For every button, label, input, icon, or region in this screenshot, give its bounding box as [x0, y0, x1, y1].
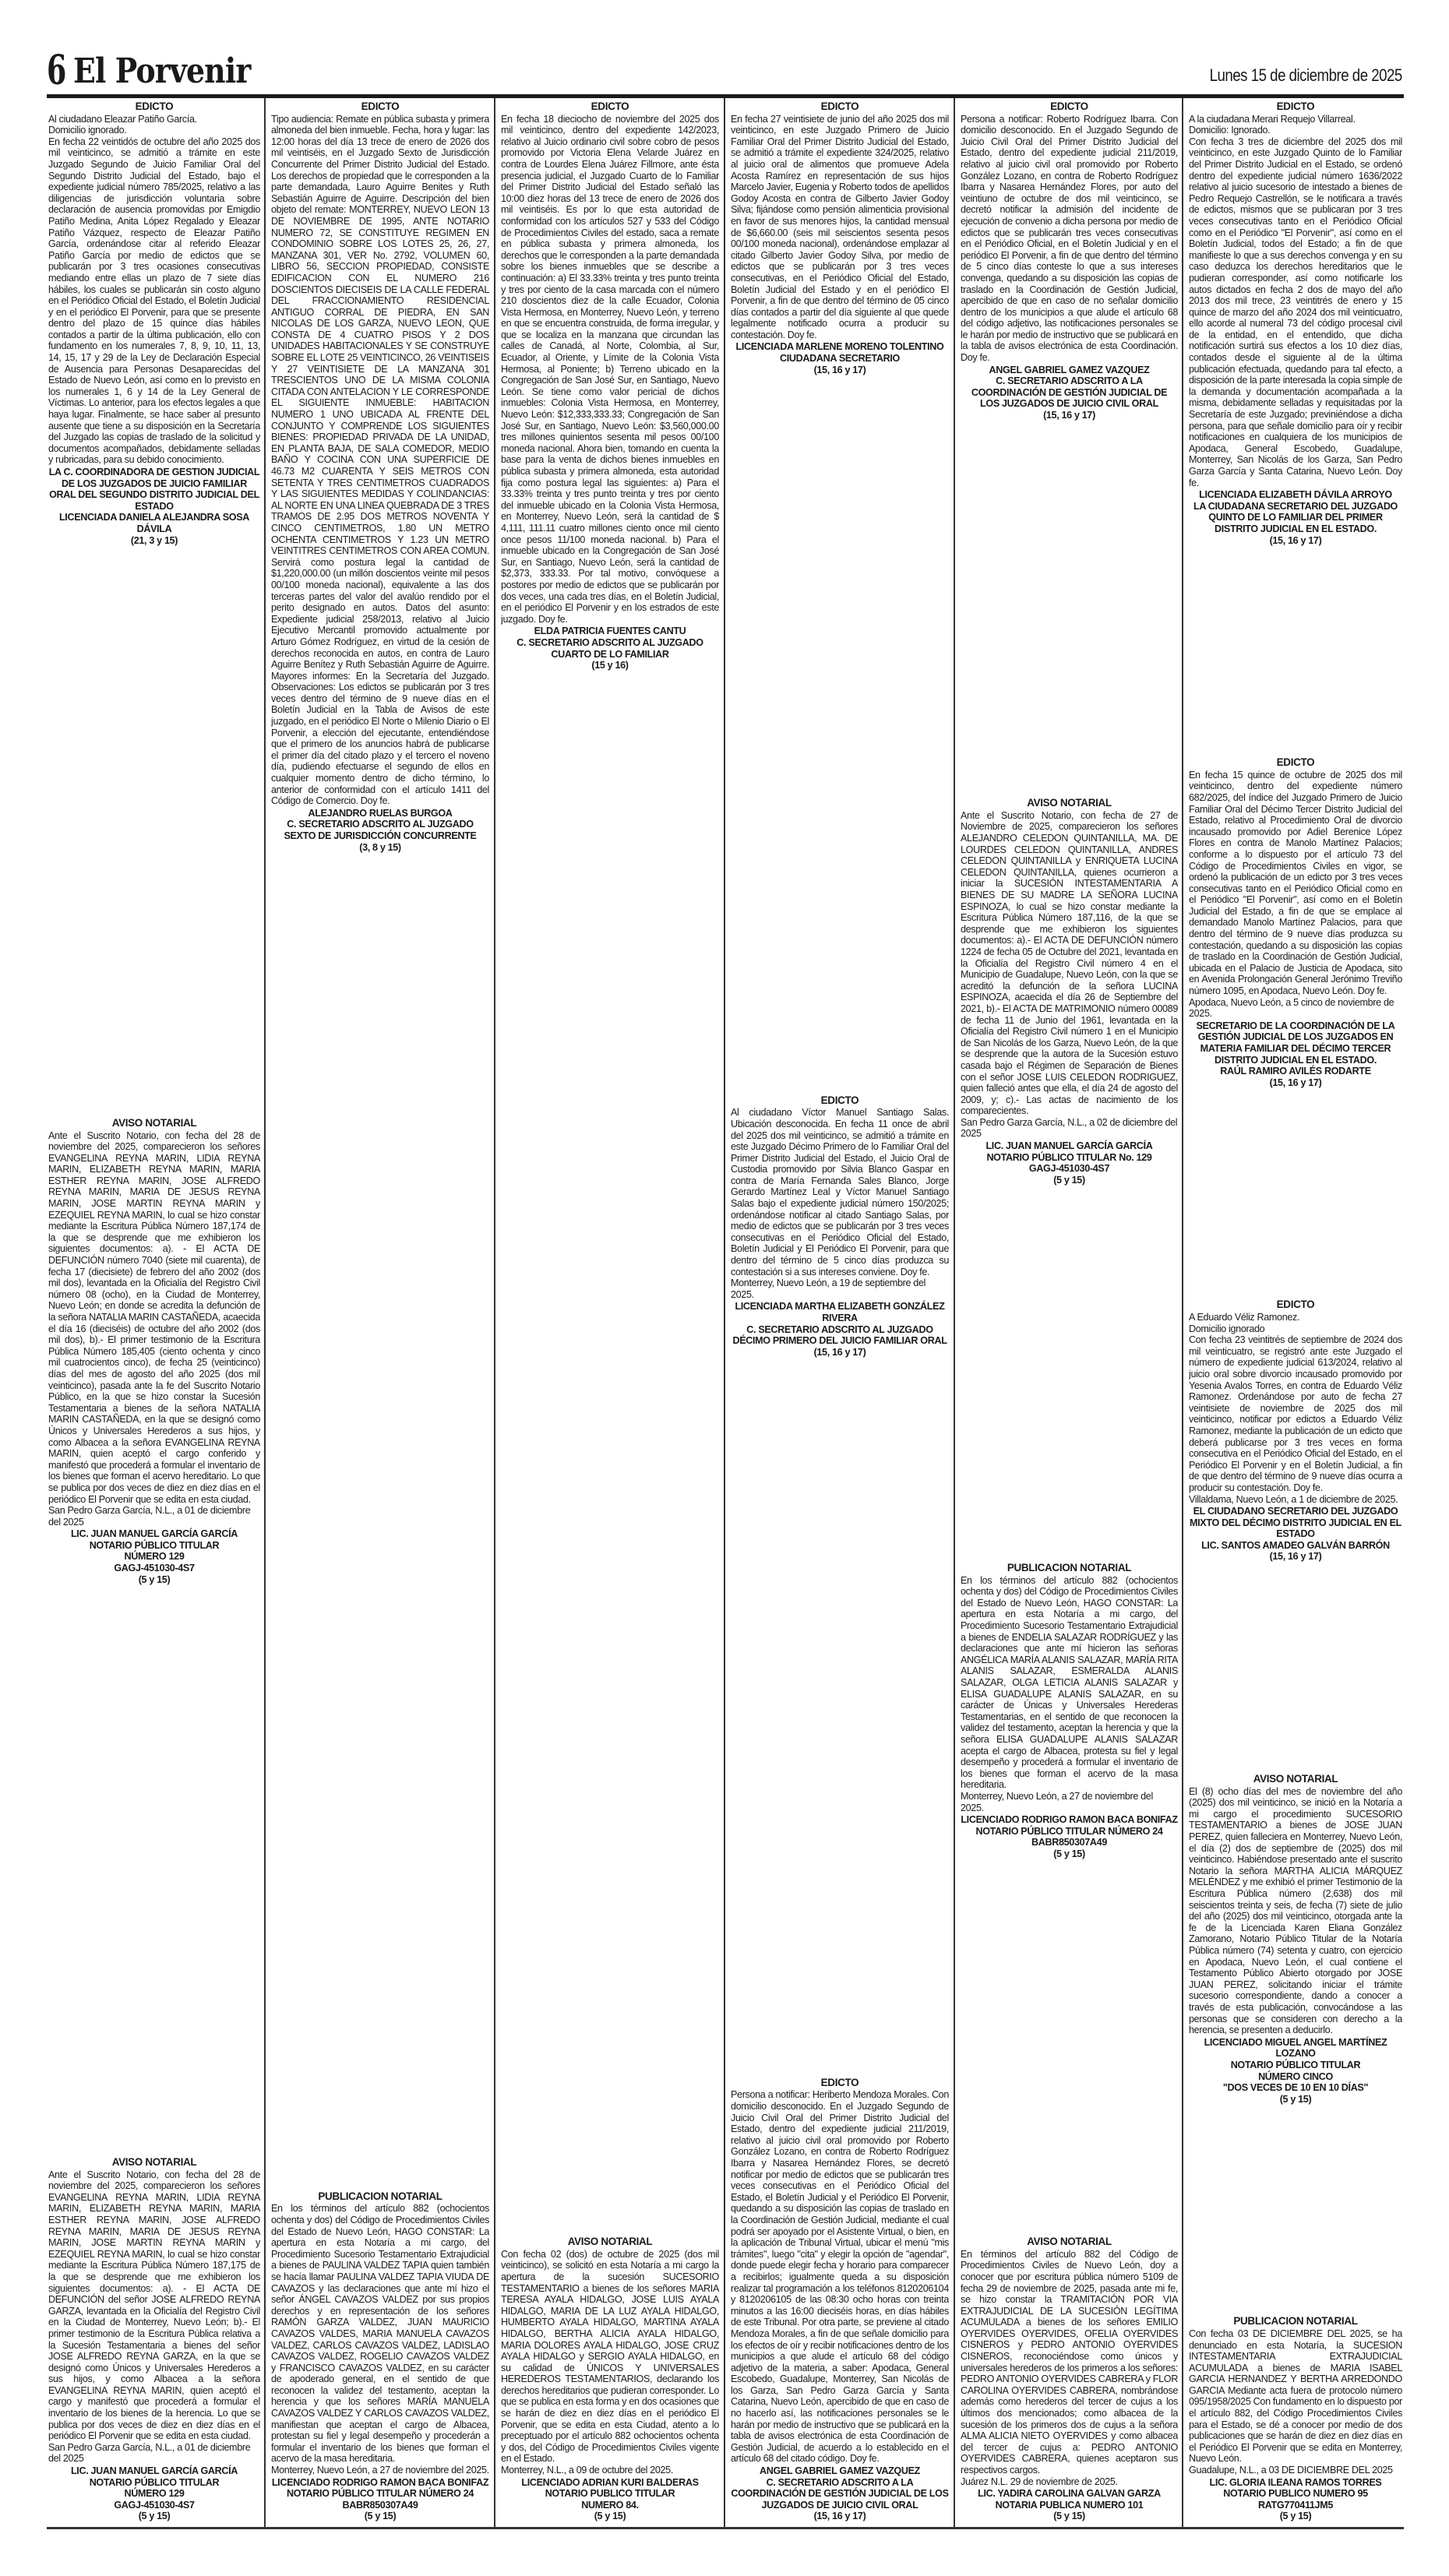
- signature-line: (15 y 16): [591, 660, 629, 671]
- signature-line: (5 y 15): [1279, 2511, 1312, 2522]
- signature-line: C. SECRETARIO ADSCRITO AL JUZGADO SEXTO DE JURISDICCIÓN CONCURRENTE: [284, 819, 477, 841]
- signature-line: NOTARIO PUBLICO TITULAR: [545, 2488, 675, 2500]
- notice-signature: [1189, 1020, 1402, 1089]
- signature-line: (21, 3 y 15): [130, 534, 178, 546]
- signature-line: ANGEL GABRIEL GAMEZ VAZQUEZ: [759, 2465, 921, 2477]
- signature-line: NUMERO 84.: [581, 2499, 639, 2511]
- notice-paragraph: San Pedro Garza García, N.L., a 01 de diciembre del 2025: [48, 2441, 251, 2465]
- signature-line: LA CIUDADANA SECRETARIO DEL JUZGADO QUINTO DE LO FAMILIAR DEL PRIMER DISTRITO JUDICIAL EN EL ESTADO.: [1193, 500, 1398, 534]
- column-5: [961, 101, 1178, 2522]
- notice-title: AVISO NOTARIAL: [567, 2236, 653, 2248]
- legal-notice: [731, 1095, 949, 1358]
- notice-paragraph: San Pedro Garza García, N.L., a 01 de diciembre del 2025: [48, 1505, 251, 1528]
- notice-signature: [961, 1814, 1178, 1859]
- notice-title: PUBLICACION NOTARIAL: [318, 2190, 442, 2202]
- signature-line: (15, 16 y 17): [1269, 1077, 1322, 1088]
- notice-paragraph: Con fecha 02 (dos) de octubre de 2025 (dos mil veinticinco), se solicitó en esta Notaría a mi cargo la apertura de la sucesión SUCESORIO TESTAMENTARIO a bienes de los señores MARIA TERESA AYALA HIDALGO, JOSE LUIS AYALA HIDALGO, MARIA DE LA LUZ AYALA HIDALGO, HUMBERTO AYALA HIDALGO, MARTINA AYALA HIDALGO, BERTHA ALICIA AYALA HIDALGO, MARIA DOLORES AYALA HIDALGO, JOSE CRUZ AYALA HIDALGO y SERGIO AYALA HIDALGO, en su calidad de ÚNICOS Y UNIVERSALES HEREDEROS TESTAMENTARIOS, declarando los derechos hereditarios que pudieran corresponder. Lo que se publica en esta forma y en dos ocasiones que se harán de diez en diez días en el periódico El Porvenir, que se edita en esta Ciudad, atento a lo preceptuado por el artículo 882 ochocientos ochenta y dos, del Código de Procedimientos Civiles vigente en el Estado.: [501, 2248, 719, 2465]
- signature-line: NÚMERO CINCO: [1258, 2070, 1333, 2082]
- signature-line: LICENCIADO RODRIGO RAMON BACA BONIFAZ: [961, 1814, 1178, 1826]
- signature-line: LIC. GLORIA ILEANA RAMOS TORRES: [1209, 2476, 1382, 2488]
- signature-line: LIC. JUAN MANUEL GARCÍA GARCÍA: [70, 2465, 238, 2477]
- notice-title: EDICTO: [1276, 1299, 1315, 1311]
- signature-line: SECRETARIO DE LA COORDINACIÓN DE LA GESTIÓN JUDICIAL DE LOS JUZGADOS EN MATERIA FAMILIAR DEL DÉCIMO TERCER DISTRITO JUDICIAL EN EL ESTADO.: [1196, 1020, 1395, 1066]
- column-divider: [264, 98, 266, 2528]
- notice-paragraph: En los términos del artículo 882 (ochocientos ochenta y dos) del Código de Procedimientos Civiles del Estado de Nuevo León, HAGO CONSTAR: La apertura en esta Notaría a mi cargo, del Procedimiento Sucesorio Testamentario Extrajudicial a bienes de PAULINA VALDEZ TAPIA quien también se hacía llamar PAULINA VALDEZ TAPIA VIUDA DE CAVAZOS y las declaraciones que ante mí hizo el señor ÁNGEL CAVAZOS VALDEZ por sus propios derechos y en representación de los señores RAMÓN GARZA VALDEZ, JUAN MAURICIO CAVAZOS VALDES, MARIA MANUELA CAVAZOS VALDEZ, CARLOS CAVAZOS VALDEZ, LADISLAO CAVAZOS VALDEZ, ROGELIO CAVAZOS VALDEZ y FRANCISCO CAVAZOS VALDEZ, en su carácter de apoderado general, en el sentido de que reconocen la validez del testamento, aceptan la herencia y que los señores MARÍA MANUELA CAVAZOS VALDEZ Y CARLOS CAVAZOS VALDEZ, manifiestan que aceptan el cargo de Albacea, protestan su fiel y legal desempeño y procederán a formular el inventario de los bienes que forman el acervo de la masa hereditaria.: [271, 2203, 489, 2465]
- signature-line: LICENCIADA MARLENE MORENO TOLENTINO: [735, 341, 944, 353]
- notice-paragraph: Monterrey, Nuevo León, a 27 de noviembre del 2025.: [271, 2465, 489, 2476]
- notice-signature: [501, 2477, 719, 2522]
- column-2: [271, 101, 489, 2522]
- signature-line: EL CIUDADANO SECRETARIO DEL JUZGADO MIXTO DEL DÉCIMO DISTRITO JUDICIAL EN EL ESTADO: [1190, 1506, 1401, 1540]
- notice-paragraph: Al ciudadano Víctor Manuel Santiago Salas. Ubicación desconocida. En fecha 11 once de abril del 2025 dos mil veinticinco, se admitió a trámite en este Juzgado Décimo Primero de lo Familiar Oral del Primer Distrito Judicial del Estado, el Juicio Oral de Custodia promovido por Silvia Blanco Gaspar en contra de María Fernanda Sales Blanco, Jorge Gerardo Martínez Leal y Víctor Manuel Santiago Salas bajo el expediente judicial número 150/2025; ordenándose notificar al citado Santiago Salas, por medio de edictos que se publicarán por 3 tres veces consecutivas en el Periódico Oficial del Estado, Boletín Judicial y El Periódico El Porvenir, para que dentro del término de 5 cinco días produzca su contestación si a sus intereses conviene. Doy fe.: [731, 1107, 949, 1277]
- notice-signature: [1189, 1506, 1402, 1563]
- notice-paragraph: En fecha 22 veintidós de octubre del año 2025 dos mil veinticinco, se admitió a trámite en este Juzgado Segundo de Juicio Familiar Oral del Segundo Distrito Judicial del Estado, bajo el expediente judicial número 785/2025, relativo a las diligencias de jurisdicción voluntaria sobre declaración de ausencia promovidas por Emigdio Patiño Medina, Anita López Regalado y Eleazar Patiño Vázquez, respecto de Eleazar Patiño García, ordenándose citar al referido Eleazar Patiño García por medio de edictos que se publicarán por 3 tres ocasiones consecutivas mediando entre ellas un plazo de 7 siete días hábiles, los cuales se publicarán sin costo alguno en el Periódico Oficial del Estado, el Boletín Judicial y en el periódico El Porvenir, para que se presente dentro del plazo de 15 quince días hábiles contados a partir de la última publicación, ello con fundamento en los numerales 7, 8, 9, 10, 11, 13, 14, 15, 17 y 29 de la Ley de Declaración Especial de Ausencia para Personas Desaparecidas del Estado de Nuevo León, así como en lo previsto en los numerales 1, 6 y 14 de la Ley General de Víctimas. Lo anterior, para los efectos legales a que haya lugar. Finalmente, se hace saber al presunto ausente que tiene a su disposición en la Secretaría del Juzgado las copias de traslado de la solicitud y documentos acompañados, debidamente selladas y rubricadas, para su debido conocimiento.: [48, 136, 260, 466]
- notice-signature: [731, 2465, 949, 2522]
- legal-notice: [48, 101, 260, 546]
- signature-line: "DOS VECES DE 10 EN 10 DÍAS": [1222, 2082, 1369, 2094]
- signature-line: LIC. YADIRA CAROLINA GALVAN GARZA: [978, 2488, 1161, 2500]
- notice-title: EDICTO: [1276, 101, 1315, 112]
- legal-notice: [961, 101, 1178, 421]
- column-divider: [494, 98, 495, 2528]
- legal-notice: [1189, 2316, 1402, 2522]
- legal-notice: [961, 1563, 1178, 1859]
- notice-paragraph: Con fecha 23 veintitrés de septiembre de 2024 dos mil veinticuatro, se registró ante este Juzgado el número de expediente judicial 613/2024, relativo al juicio oral sobre divorcio incausado promovido por Yesenia Avalos Torres, en contra de Eduardo Véliz Ramonez. Ordenándose por auto de fecha 27 veintisiete de noviembre de 2025 dos mil veinticinco, notificar por edictos a Eduardo Véliz Ramonez, mediante la publicación de un edicto que deberá publicarse por 3 tres veces en forma consecutiva en el Periódico Oficial del Estado, en el Periódico El Porvenir y en el Boletín Judicial, a fin de que dentro del término de 9 nueve días ocurra a producir su contestación. Doy fe.: [1189, 1334, 1402, 1493]
- signature-line: C. SECRETARIO ADSCRITO AL JUZGADO DÉCIMO PRIMERO DEL JUICIO FAMILIAR ORAL: [732, 1323, 947, 1347]
- signature-line: NOTARIO PÚBLICO TITULAR: [89, 2476, 220, 2488]
- signature-line: LIC. JUAN MANUEL GARCÍA GARCÍA: [985, 1140, 1153, 1152]
- signature-line: (5 y 15): [1053, 2511, 1085, 2522]
- notice-title: EDICTO: [361, 101, 400, 112]
- signature-line: LICENCIADO MIGUEL ANGEL MARTÍNEZ LOZANO: [1204, 2036, 1387, 2060]
- signature-line: (15, 16 y 17): [1043, 410, 1095, 421]
- notice-signature: [1189, 489, 1402, 546]
- notice-paragraph: El (8) ocho días del mes de noviembre del año (2025) dos mil veinticinco, se inició en la Notaría a mi cargo el procedimiento SUCESORIO TESTAMENTARIO a bienes de JOSE JUAN PEREZ, quien falleciera en Monterrey, Nuevo León, el día (2) dos de septiembre de (2025) dos mil veinticinco. Habiéndose presentado ante el suscrito Notario la señora MARTHA ALICIA MÁRQUEZ MELÉNDEZ y me exhibió el primer Testimonio de la Escritura Pública número (2,638) dos mil seiscientos treinta y seis, de fecha (7) siete de julio del año (2025) dos mil veinticinco, otorgada ante la fe de la Licenciada Karen Eliana González Zamorano, Notario Público Titular de la Notaría Pública número (74) setenta y cuatro, con ejercicio en Apodaca, Nuevo León, el cual contiene el Testamento Público Abierto otorgado por JOSE JUAN PEREZ, solicitando iniciar el trámite sucesorio correspondiente, dando a conocer a través de esta publicación, convocándose a las personas que se consideren con derecho a la herencia, se presenten a deducirlo.: [1189, 1785, 1402, 2036]
- notice-paragraph: Con fecha 03 DE DICIEMBRE DEL 2025, se ha denunciado en esta Notaría, la SUCESION INTESTAMENTARIA EXTRAJUDICIAL ACUMULADA a bienes de MARIA ISABEL GARCIA HERNANDEZ Y BERTHA ARREDONDO GARCIA Mediante acta fuera de protocolo número 095/1958/2025 Con fundamento en lo dispuesto por el artículo 882, del Código Procedimientos Civiles para el Estado, se dé a conocer por medio de dos publicaciones que se harán de diez en diez días en el Periódico El Porvenir que se edita en Monterrey, Nuevo León.: [1189, 2328, 1402, 2465]
- legal-notice: [731, 2077, 949, 2522]
- notice-paragraph: Domicilio ignorado.: [48, 125, 127, 136]
- legal-notice: [48, 2157, 260, 2522]
- notice-paragraph: Al ciudadano Eleazar Patiño García.: [48, 113, 197, 125]
- issue-date: Lunes 15 de diciembre de 2025: [1209, 65, 1402, 85]
- notice-paragraph: Villaldama, Nuevo León, a 1 de diciembre de 2025.: [1189, 1493, 1398, 1505]
- signature-line: BABR850307A49: [342, 2499, 418, 2511]
- column-divider: [954, 98, 955, 2528]
- signature-line: NOTARIO PÚBLICO TITULAR: [89, 1539, 220, 1551]
- column-divider: [724, 98, 725, 2528]
- legal-notice: [501, 2236, 719, 2522]
- legal-notice: [1189, 757, 1402, 1088]
- notice-title: AVISO NOTARIAL: [111, 2156, 197, 2168]
- signature-line: (5 y 15): [1053, 1174, 1085, 1186]
- signature-line: C. SECRETARIO ADSCRITO A LA COORDINACIÓN DE GESTIÓN JUDICIAL DE LOS JUZGADOS DE JUICIO CIVIL ORAL: [971, 375, 1168, 410]
- notice-paragraph: Ante el Suscrito Notario, con fecha del 28 de noviembre del 2025, comparecieron los señores EVANGELINA REYNA MARIN, LIDIA REYNA MARIN, ELIZABETH REYNA MARIN, MARIA ESTHER REYNA MARIN, JOSE ALFREDO REYNA MARIN, MARIA DE JESUS REYNA MARIN, JOSE MARTIN REYNA MARIN y EZEQUIEL REYNA MARIN, lo cual se hizo constar mediante la Escritura Pública Número 187,175 de la que se desprende que me exhibieron los siguientes documentos: a). - El ACTA DE DEFUNCIÓN del señor JOSE ALFREDO REYNA GARZA, levantada en la Oficialía del Registro Civil en la Ciudad de Monterrey, Nuevo León; b).- El primer testimonio de la Escritura Pública relativa a la Sucesión Testamentaria a bienes del señor JOSE ALFREDO REYNA GARZA, en la que se designó como Únicos y Universales Herederos a sus hijos, y como Albacea a la señora EVANGELINA REYNA MARIN, quien aceptó el cargo y manifestó que procederá a formular el inventario de los bienes de la herencia. Lo que se publica por dos veces de diez en diez días en el periódico El Porvenir que se edita en esta ciudad.: [48, 2169, 260, 2442]
- column-4: [731, 101, 949, 2522]
- notice-paragraph: En los términos del artículo 882 (ochocientos ochenta y dos) del Código de Procedimientos Civiles del Estado de Nuevo León, HAGO CONSTAR: La apertura en esta Notaría a mi cargo, del Procedimiento Sucesorio Testamentario Extrajudicial a bienes de ENDELIA SALAZAR RODRÍGUEZ y las declaraciones que ante mí hicieron las señoras ANGÉLICA MARÍA ALANIS SALAZAR, MARÍA RITA ALANIS SALAZAR, ESMERALDA ALANIS SALAZAR, OLGA LETICIA ALANIS SALAZAR y ELISA GUADALUPE ALANIS SALAZAR, en su carácter de Únicas y Universales Herederas Testamentarias, en el sentido de que reconocen la validez del testamento, aceptan la herencia y que la señora ELISA GUADALUPE ALANIS SALAZAR acepta el cargo de Albacea, protesta su fiel y legal desempeño y procederá a formular el inventario de los bienes que forman el acervo de la masa hereditaria.: [961, 1574, 1178, 1791]
- notice-paragraph: A Eduardo Véliz Ramonez.: [1189, 1312, 1300, 1323]
- signature-line: (5 y 15): [364, 2511, 397, 2522]
- notice-signature: [961, 2488, 1178, 2522]
- signature-line: NÚMERO 129: [124, 2488, 185, 2500]
- signature-line: LIC. JUAN MANUEL GARCÍA GARCÍA: [70, 1528, 238, 1540]
- notice-paragraph: Guadalupe, N.L., a 03 DE DICIEMBRE DEL 2025: [1189, 2465, 1393, 2476]
- legal-notice: [731, 101, 949, 375]
- signature-line: LICENCIADO ADRIAN KURI BALDERAS: [521, 2476, 699, 2488]
- page-number: 6: [47, 47, 67, 94]
- signature-line: ELDA PATRICIA FUENTES CANTU: [534, 625, 686, 637]
- signature-line: (3, 8 y 15): [359, 841, 401, 853]
- notice-paragraph: Con fecha 3 tres de diciembre del 2025 dos mil veinticinco, en este Juzgado Quinto de lo Familiar del Primer Distrito Judicial en el Estado, se ordenó dentro del expediente judicial número 1636/2022 relativo al juicio sucesorio de intestado a bienes de Pedro Requejo Castrellón, se le notificara a través de edictos, mismos que se publicaran por 3 tres veces consecutivas tanto en el Periódico Oficial como en el Periódico "El Porvenir", así como en el Boletín Judicial, todos del Estado; a fin de que manifieste lo que a sus derechos convenga y en su caso deduzca los derechos hereditarios que le pudieran corresponder, así como notificarle los autos dictados en fecha 2 dos de mayo del año 2013 dos mil trece, 23 veintitrés de enero y 15 quince de marzo del año 2024 dos mil veinticuatro, ello acorde al numeral 73 del código procesal civil de la entidad, en el entendido, que dicha notificación surtirá sus efectos a los 10 diez días, contados desde el siguiente al de la última publicación efectuada, quedando para tal efecto, a disposición de la parte interesada la copia simple de la demanda y documentación acompañada a la misma, debidamente selladas y requisitadas por la Secretaría de este Juzgado; previniéndose a dicha persona, para que señale domicilio para oír y recibir notificaciones en cualquiera de los municipios de Apodaca, General Escobedo, Guadalupe, Monterrey, San Nicolás de los Garza, San Pedro Garza García y Santa Catarina, Nuevo León. Doy fe.: [1189, 136, 1402, 488]
- legal-notice: [961, 798, 1178, 1186]
- header-rule: [47, 94, 1404, 98]
- signature-line: NOTARIO PÚBLICO TITULAR: [1230, 2059, 1361, 2070]
- notice-title: AVISO NOTARIAL: [1253, 1773, 1338, 1785]
- legal-notice: [1189, 101, 1402, 546]
- notice-title: EDICTO: [820, 1094, 859, 1106]
- notice-paragraph: Domicilio: Ignorado.: [1189, 125, 1271, 136]
- notice-paragraph: En fecha 15 quince de octubre de 2025 dos mil veinticinco, dentro del expediente número 682/2025, del índice del Juzgado Primero de Juicio Familiar Oral del Décimo Tercer Distrito Judicial del Estado, relativo al Procedimiento Oral de divorcio incausado promovido por Adiel Berenice López Flores en contra de Manolo Martínez Palacios; conforme a lo dispuesto por el artículo 73 del Código de Procedimientos Civiles en vigor, se ordenó la publicación de un edicto por 3 tres veces consecutivas tanto en el Periódico Oficial como en el Periódico "El Porvenir", así como en el Boletín Judicial del Estado, a fin de que se emplace al demandado Manolo Martínez Palacios, para que dentro del término de 9 nueve días produzca su contestación, quedando a su disposición las copias de traslado en la Coordinación de Gestión Judicial, ubicada en el Palacio de Justicia de Apodaca, sito en Avenida Prolongación General Jerónimo Treviño número 1095, en Apodaca, Nuevo León. Doy fe.: [1189, 769, 1402, 997]
- notice-title: EDICTO: [820, 101, 859, 112]
- signature-line: (5 y 15): [1279, 2093, 1312, 2105]
- notice-paragraph: Ante el Suscrito Notario, con fecha del 28 de noviembre del 2025, comparecieron los señores EVANGELINA REYNA MARIN, LIDIA REYNA MARIN, ELIZABETH REYNA MARIN, MARIA ESTHER REYNA MARIN, JOSE ALFREDO REYNA MARIN, MARIA DE JESUS REYNA MARIN, JOSE MARTIN REYNA MARIN y EZEQUIEL REYNA MARIN, lo cual se hizo constar mediante la Escritura Pública Número 187,174 de la que se desprende que me exhibieron los siguientes documentos: a). - El ACTA DE DEFUNCIÓN número 7040 (siete mil cuarenta), de fecha 17 (diecisiete) de febrero del año 2002 (dos mil dos), levantada en la Oficialía del Registro Civil número 08 (ocho), en la Ciudad de Monterrey, Nuevo León; en donde se acredita la defunción de la señora NATALIA MARIN CASTAÑEDA, acaecida el día 16 (dieciséis) de octubre del año 2002 (dos mil dos), b).- El primer testimonio de la Escritura Pública Número 185,405 (ciento ochenta y cinco mil cuatrocientos cinco), de fecha 25 (veinticinco) días del mes de agosto del año 2025 (dos mil veinticinco), pasada ante la fe del Suscrito Notario Público, en la que se hizo constar la Sucesión Testamentaria a bienes de la señora NATALIA MARIN CASTAÑEDA, en la que se designó como Únicos y Universales Herederos a sus hijos, y como Albacea a la señora EVANGELINA REYNA MARIN, quien aceptó el cargo conferido y manifestó que procederá a formular el inventario de los bienes que forman el acervo hereditario. Lo que se publica por dos veces de diez en diez días en el periódico El Porvenir que se edita en esta ciudad.: [48, 1129, 260, 1505]
- notice-paragraph: A la ciudadana Merari Requejo Villarreal.: [1189, 113, 1356, 125]
- notice-signature: [48, 467, 260, 546]
- notice-title: EDICTO: [591, 101, 629, 112]
- notice-title: PUBLICACION NOTARIAL: [1007, 1562, 1132, 1574]
- newspaper-logo: El Porvenir: [73, 51, 251, 91]
- signature-line: NOTARIO PUBLICO NUMERO 95: [1223, 2488, 1368, 2500]
- signature-line: RAÚL RAMIRO AVILÉS RODARTE: [1220, 1066, 1371, 1077]
- column-3: [501, 101, 719, 2522]
- notice-paragraph: Apodaca, Nuevo León, a 5 cinco de noviembre de 2025.: [1189, 996, 1394, 1020]
- masthead: [47, 47, 1402, 94]
- notice-signature: [271, 2477, 489, 2522]
- notice-paragraph: Monterrey, Nuevo León, a 27 de noviembre del 2025.: [961, 1790, 1153, 1813]
- notice-paragraph: San Pedro Garza García, N.L., a 02 de diciembre del 2025: [961, 1116, 1178, 1140]
- notice-paragraph: En fecha 18 dieciocho de noviembre del 2025 dos mil veinticinco, dentro del expediente 142/2023, relativo al Juicio ordinario civil sobre cobro de pesos promovido por Victoria Elena Velarde Juárez en contra de Lourdes Elena Juárez Fillmore, ante ésta presencia judicial, el Juzgado Cuarto de lo Familiar del Primer Distrito Judicial del Estado señaló las 10:00 diez horas del 13 trece de enero de 2026 dos mil veintiséis. Es por lo que esta autoridad de conformidad con los artículos 527 y 533 del Código de Procedimientos Civiles del estado, saca a remate en pública subasta y primera almoneda, los derechos que le corresponden a la parte demandada sobre los bienes inmuebles que se describe a continuación: a) El 33.33% treinta y tres punto treinta y tres por ciento de la casa marcada con el número 210 doscientos diez de la calle Ecuador, Colonia Vista Hermosa, en Monterrey, Nuevo León, y terreno en que se encuentra construida, de forma irregular, y que se localiza en la manzana que circundan las calles de Canadá, al Norte, Colombia, al Sur, Ecuador, al Oriente, y Límite de la Colonia Vista Hermosa, al Poniente; b) Terreno ubicado en la Congregación de San José Sur, en Santiago, Nuevo León. Se tiene como valor pericial de dichos inmuebles: Colonia Vista Hermosa, en Monterrey, Nuevo León: $12,333,333.33; Congregación de San José Sur, en Santiago, Nuevo León: $3,560,000.00 tres millones quinientos sesenta mil pesos 00/100 moneda nacional. Ahora bien, tomando en cuenta la base para la venta de dichos bienes inmuebles en pública subasta y primera almoneda, esta autoridad fija como postura legal las siguientes: a) Para el 33.33% treinta y tres punto treinta y tres por ciento del inmueble ubicado en la Colonia Vista Hermosa, en Monterrey, Nuevo León, será la cantidad de $ 4,111, 111.11 cuatro millones ciento once mil ciento once pesos 11/100 moneda nacional. b) Para el inmueble ubicado en la Congregación de San José Sur, en Santiago, Nuevo León, será la cantidad de $2,373, 333.33. Por tal motivo, convóquese a postores por medio de edictos que se publicarán por dos veces, una cada tres días, en el Boletín Judicial, en el periódico El Porvenir y en los estrados de este juzgado. Doy fe.: [501, 113, 719, 625]
- notice-paragraph: En fecha 27 veintisiete de junio del año 2025 dos mil veinticinco, en este Juzgado Primero de Juicio Familiar Oral del Primer Distrito Judicial del Estado, se admitió a trámite el expediente 324/2025, relativo al juicio oral de alimentos que promueve Adela Acosta Ramírez en representación de sus hijos Marcelo Javier, Eugenia y Roberto todos de apellidos Godoy Acosta en contra de Gilberto Javier Godoy Silva; fijándose como pensión alimenticia provisional en favor de sus menores hijos, la cantidad mensual de $6,660.00 (seis mil seiscientos sesenta pesos 00/100 moneda nacional), ordenándose emplazar al citado Gilberto Javier Godoy Silva, por medio de edictos que se publicarán por 3 tres veces consecutivas, en el Periódico Oficial del Estado, Boletín Judicial del Estado y en el periódico El Porvenir, a fin de que dentro del término de 05 cinco días contados a partir del día siguiente al que quede legalmente notificado ocurra a producir su contestación. Doy fe.: [731, 113, 949, 340]
- legal-notice: [271, 2191, 489, 2522]
- signature-line: RATG770411JM5: [1257, 2499, 1334, 2511]
- notice-paragraph: Tipo audiencia: Remate en pública subasta y primera almoneda del bien inmueble. Fecha, hora y lugar: las 12:00 horas del día 13 trece de enero de 2026 dos mil veintiséis, en el Juzgado Sexto de Jurisdicción Concurrente del Primer Distrito Judicial del Estado. Los derechos de propiedad que le corresponden a la parte demandada, Lauro Aguirre Benites y Ruth Sebastián Aguirre de Aguirre. Descripción del bien objeto del remate: MONTERREY, NUEVO LEON 13 DE NOVIEMBRE DE 1995, ANTE NOTARIO NUMERO 72, SE CONSTITUYE REGIMEN EN CONDOMINIO SOBRE LOS LOTES 25, 26, 27, MANZANA 301, VER No. 2792, VOLUMEN 60, LIBRO 56, SECCION PROPIEDAD, CONSISTE EDIFICACION CON EL NUMERO 216 DOSCIENTOS DIECISEIS DE LA CALLE FEDERAL DEL FRACCIONAMIENTO RESIDENCIAL ANTIGUO CORRAL DE PIEDRA, EN SAN NICOLAS DE LOS GARZA, NUEVO LEON, QUE CONSTA DE 4 CUATRO PISOS Y 2 DOS UNIDADES HABITACIONALES Y SE CONSTRUYE SOBRE EL LOTE 25 VEINTICINCO, 26 VEINTISEIS Y 27 VEINTISIETE DE LA MANZANA 301 TRESCIENTOS UNO DE LA MISMA COLONIA CITADA CON ANTELACION Y LE CORRESPONDE EL SIGUIENTE INMUEBLE: HABITACION NUMERO 1 UNO UBICADA AL FRENTE DEL CONJUNTO Y COMPRENDE LOS SIGUIENTES BIENES: PROPIEDAD PRIVADA DE LA UNIDAD, EN PLANTA BAJA, DE SALA COMEDOR, MEDIO BAÑO Y COCINA CON UNA SUPERFICIE DE 46.73 M2 CUARENTA Y SEIS METROS CON SETENTA Y TRES CENTIMETROS CUADRADOS Y LAS SIGUIENTES MEDIDAS Y COLINDANCIAS: AL NORTE EN UNA LINEA QUEBRADA DE 3 TRES TRAMOS DE 2.95 DOS METROS NOVENTA Y CINCO CENTIMETROS, 1.80 UN METRO OCHENTA CENTIMETROS Y 1.23 UN METRO VEINTITRES CENTIMETROS CON AREA COMUN. Servirá como postura legal la cantidad de $1,220,000.00 (un millón doscientos veinte mil pesos 00/100 moneda nacional), equivalente a las dos terceras partes del valor del avalúo rendido por el perito designado en autos. Datos del asunto: Expediente judicial 258/2013, relativo al Juicio Ejecutivo Mercantil promovido actualmente por Arturo Gómez Rodríguez, en virtud de la cesión de derechos reconocida en autos, en contra de Lauro Aguirre Benítez y Ruth Sebastián Aguirre de Aguirre. Mayores informes: En la Secretaría del Juzgado. Observaciones: Los edictos se publicarán por 3 tres veces dentro del término de 9 nueve días en el Boletín Judicial en la Tabla de Avisos de este juzgado, en el periódico El Norte o Milenio Diario o El Porvenir, a elección del ejecutante, entendiéndose que el primero de los anuncios habrá de publicarse el primer día del citado plazo y el tercero el noveno día, pudiendo efectuarse el segundo de ellos en cualquier momento dentro de dicho término, lo anterior de conformidad con el artículo 1411 del Código de Comercio. Doy fe.: [271, 113, 489, 807]
- legal-notice: [1189, 1774, 1402, 2105]
- notice-paragraph: Persona a notificar: Heriberto Mendoza Morales. Con domicilio desconocido. En el Juzgado Segundo de Juicio Civil Oral del Primer Distrito Judicial del Estado, dentro del expediente judicial 211/2019, relativo al juicio civil oral promovido por Roberto González Lozano, en contra de Roberto Rodríguez Ibarra y Nasarea Hernández Flores, se decretó notificar por medio de edictos que se publicarán tres veces consecutivas en el Periódico Oficial del Estado, el Boletín Judicial y el Periódico El Porvenir, quedando a su disposición las copias de traslado en la Coordinación de Gestión Judicial, mediante el cual podrá ser apoyado por el Asistente Virtual, o bien, en la aplicación de Tribunal Virtual, ubicar el menú "mis trámites", luego "cita" y elegir la opción de "agendar", donde puede elegir fecha y horario para comparecer a recibirlos; igualmente queda a su disposición realizar tal programación a los teléfonos 8120206104 y 8120206105 de las 08:30 ocho horas con treinta minutos a las 16:00 dieciséis horas, en días hábiles de este Tribunal. Por otra parte, se previene al citado Mendoza Morales, a fin de que señale domicilio para los efectos de oír y recibir notificaciones dentro de los municipios a que alude el artículo 68 del código adjetivo de la materia, a saber: Apodaca, General Escobedo, Guadalupe, Monterrey, San Nicolás de los Garza, San Pedro Garza García y Santa Catarina, Nuevo León, apercibido de que en caso de no hacerlo así, las notificaciones personales se le harán por medio de instructivo que se publicará en la tabla de avisos electrónica de esta Coordinación de Gestión Judicial, de acuerdo a lo establecido en el artículo 68 del citado código. Doy fe.: [731, 2089, 949, 2465]
- notice-signature: [731, 1301, 949, 1358]
- notice-signature: [48, 2465, 260, 2522]
- notice-title: AVISO NOTARIAL: [111, 1116, 197, 1129]
- notice-title: EDICTO: [1276, 756, 1315, 769]
- notice-signature: [731, 341, 949, 375]
- signature-line: (15, 16 y 17): [813, 1346, 866, 1358]
- signature-line: GAGJ-451030-4S7: [114, 2499, 195, 2511]
- signature-line: NOTARIA PUBLICA NUMERO 101: [995, 2499, 1144, 2511]
- notice-paragraph: Monterrey, N.L., a 09 de octubre del 2025.: [501, 2465, 673, 2476]
- notice-signature: [1189, 2477, 1402, 2522]
- signature-line: GAGJ-451030-4S7: [114, 1563, 195, 1574]
- notice-title: EDICTO: [135, 101, 174, 112]
- signature-line: GAGJ-451030-4S7: [1028, 1163, 1110, 1175]
- legal-notice: [48, 1118, 260, 1585]
- notice-signature: [1189, 2037, 1402, 2106]
- signature-line: (5 y 15): [594, 2511, 626, 2522]
- signature-line: NOTARIO PÚBLICO TITULAR No. 129: [986, 1151, 1152, 1163]
- signature-line: ALEJANDRO RUELAS BURGOA: [308, 807, 453, 819]
- signature-line: (5 y 15): [1053, 1848, 1085, 1859]
- signature-line: LICENCIADA DANIELA ALEJANDRA SOSA DÁVILA: [58, 512, 250, 534]
- signature-line: C. SECRETARIO ADSCRITO A LA COORDINACIÓN DE GESTIÓN JUDICIAL DE LOS JUZGADOS DE JUICIO CIVIL ORAL: [731, 2476, 949, 2511]
- signature-line: (15, 16 y 17): [1269, 534, 1322, 546]
- signature-line: C. SECRETARIO ADSCRITO AL JUZGADO CUARTO DE LO FAMILIAR: [516, 636, 703, 660]
- signature-line: NOTARIO PÚBLICO TITULAR NÚMERO 24: [286, 2488, 474, 2500]
- notice-title: EDICTO: [1050, 101, 1088, 112]
- signature-line: CIUDADANA SECRETARIO: [780, 353, 900, 365]
- signature-line: LICENCIADA MARTHA ELIZABETH GONZÁLEZ RIVERA: [735, 1301, 945, 1323]
- notice-paragraph: Ante el Suscrito Notario, con fecha de 27 de Noviembre de 2025, comparecieron los señores ALEJANDRO CELEDON QUINTANILLA, MA. DE LOURDES CELEDON QUINTANILLA, ANDRES CELEDON QUINTANILLA y ENRIQUETA LUCINA CELEDON QUINTANILLA, quienes ocurrieron a iniciar la SUCESIÓN INTESTAMENTARIA A BIENES DE SU MADRE LA SEÑORA LUCINA ESPINOZA, lo cual se hizo constar mediante la Escritura Pública Número 187,116, de la que se desprende que me exhibieron los siguientes documentos: a).- El ACTA DE DEFUNCIÓN número 1224 de fecha 05 de Octubre del 2021, levantada en la Oficialía del Registro Civil número 4 en el Municipio de Guadalupe, Nuevo León, con la que se acreditó la defunción de la señora LUCINA ESPINOZA, acaecida el día 26 de Septiembre del 2021, b).- El ACTA DE MATRIMONIO número 00089 de fecha 11 de Junio del 1961, levantada en la Oficialía del Registro Civil número 1 en el Municipio de San Nicolás de los Garza, Nuevo León, de la que se desprende que la autora de la Sucesión estuvo casada bajo el Régimen de Separación de Bienes con el señor JOSE LUIS CELEDON RODRIGUEZ, quien falleció antes que ella, el día 24 de agosto del 2009, y; c).- Las actas de nacimiento de los comparecientes.: [961, 809, 1178, 1117]
- notice-paragraph: Juárez N.L. 29 de noviembre de 2025.: [961, 2476, 1118, 2487]
- signature-line: LICENCIADO RODRIGO RAMON BACA BONIFAZ: [271, 2476, 489, 2488]
- notice-paragraph: Persona a notificar: Roberto Rodríguez Ibarra. Con domicilio desconocido. En el Juzgado Segundo de Juicio Civil Oral del Primer Distrito Judicial del Estado, dentro del expediente judicial 211/2019, relativo al juicio civil oral promovido por Roberto González Lozano, en contra de Roberto Rodríguez Ibarra y Nasarea Hernández Flores, por auto del veintiuno de octubre de dos mil veinticinco, se decretó notificar la admisión del incidente de ejecución de convenio a dicha persona por medio de edictos que se publicarán tres veces consecutivas en el Periódico Oficial, en el Boletín Judicial y en el periódico El Porvenir, a fin de que dentro del término de 5 cinco días conteste lo que a sus intereses convenga, quedando a su disposición las copias de traslado en la Coordinación de Gestión Judicial, apercibido de que en caso de no señalar domicilio dentro de los municipios a que alude el artículo 68 del código adjetivo, las notificaciones personales se le harán por medio de instructivo que se publicará en la tabla de avisos electrónica de esta Coordinación. Doy fe.: [961, 113, 1178, 364]
- notice-signature: [961, 365, 1178, 421]
- signature-line: LICENCIADA ELIZABETH DÁVILA ARROYO: [1199, 489, 1392, 501]
- legal-notice: [501, 101, 719, 671]
- notice-signature: [961, 1140, 1178, 1186]
- signature-line: (15, 16 y 17): [813, 364, 866, 375]
- signature-line: (5 y 15): [138, 2511, 171, 2522]
- signature-line: (15, 16 y 17): [813, 2511, 866, 2522]
- notice-signature: [271, 808, 489, 853]
- notice-title: AVISO NOTARIAL: [1027, 797, 1112, 809]
- notice-signature: [48, 1528, 260, 1585]
- notice-paragraph: En términos del artículo 882 del Código de Procedimientos Civiles de Nuevo León, doy a conocer que por escritura pública número 5109 de fecha 29 de noviembre de 2025, pasada ante mi fe, se hizo constar la TRAMITACIÓN POR VIA EXTRAJUDICIAL DE LA SUCESIÓN LEGÍTIMA ACUMULADA a bienes de los señores EMILIO OYERVIDES OYERVIDES, OFELIA OYERVIDES CISNEROS y PEDRO ANTONIO OYERVIDES CISNEROS, reconociéndose como únicos y universales herederos de los primeros a los señores: PEDRO ANTONIO OYERVIDES CABRERA y FLOR CAROLINA OYERVIDES CABRERA, nombrándose además como herederos del tercer de cujus a los últimos dos mencionados; como albacea de la sucesión de los primeros dos de cujus a la señora ALMA ALICIA NIETO OYERVIDES y como albacea del tercer de cujus a: PEDRO ANTONIO OYERVIDES CABRERA, quienes aceptaron sus respectivos cargos.: [961, 2248, 1178, 2476]
- signature-line: NOTARIO PÚBLICO TITULAR NÚMERO 24: [975, 1825, 1163, 1837]
- notice-title: AVISO NOTARIAL: [1027, 2236, 1112, 2248]
- column-1: [48, 101, 260, 2522]
- signature-line: ANGEL GABRIEL GAMEZ VAZQUEZ: [989, 364, 1150, 375]
- notice-signature: [501, 625, 719, 671]
- legal-notice: [1189, 1299, 1402, 1563]
- signature-line: NÚMERO 129: [124, 1551, 185, 1563]
- column-6: [1189, 101, 1402, 2522]
- signature-line: LIC. SANTOS AMADEO GALVÁN BARRÓN: [1201, 1539, 1390, 1551]
- notice-paragraph: Monterrey, Nuevo León, a 19 de septiembre del 2025.: [731, 1277, 926, 1300]
- signature-line: LA C. COORDINADORA DE GESTION JUDICIAL DE LOS JUZGADOS DE JUICIO FAMILIAR ORAL DEL SEGUNDO DISTRITO JUDICIAL DEL ESTADO: [48, 467, 260, 512]
- notice-title: EDICTO: [820, 2076, 859, 2088]
- column-divider: [1182, 98, 1183, 2528]
- legal-notice: [271, 101, 489, 853]
- signature-line: (5 y 15): [138, 1573, 171, 1585]
- legal-notice: [961, 2236, 1178, 2522]
- notice-title: PUBLICACION NOTARIAL: [1233, 2315, 1358, 2328]
- footer-rule: [47, 2527, 1404, 2529]
- notice-paragraph: Domicilio ignorado: [1189, 1323, 1265, 1334]
- signature-line: (15, 16 y 17): [1269, 1551, 1322, 1563]
- signature-line: BABR850307A49: [1031, 1837, 1107, 1848]
